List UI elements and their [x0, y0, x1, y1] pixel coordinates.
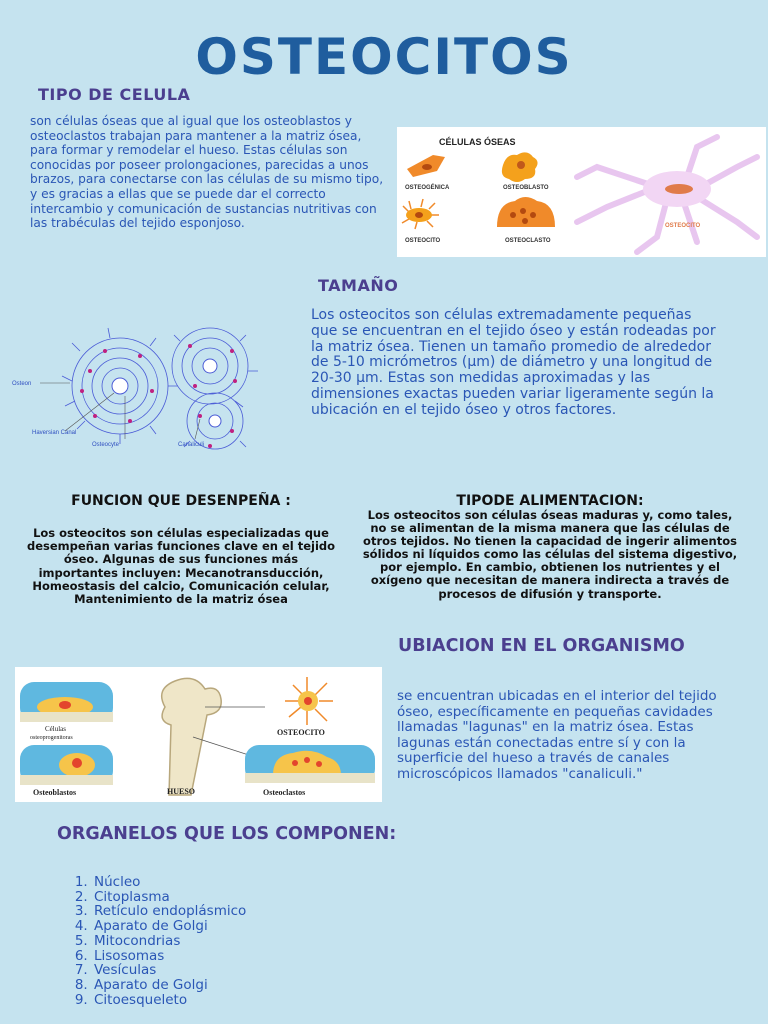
funcion-text: Los osteocitos son células especializadas que desempeñan varias funciones clave en el tejido óseo. Algunas de sus funciones más importantes incluyen: Mecanotransducción, Homeostasis del calcio, Comunicación celular, Mantenimiento de la matriz ósea: [26, 526, 336, 607]
canaliculi-label: Canaliculi: [178, 442, 205, 448]
list-item: 1. Núcleo: [92, 875, 246, 890]
page-title: OSTEOCITOS: [195, 28, 573, 86]
progenitor-label-1: Células: [45, 725, 66, 733]
bone-icon: [162, 678, 222, 795]
bone-cells-figure-title: CÉLULAS ÓSEAS: [439, 137, 516, 147]
list-item: 9. Citoesqueleto: [92, 993, 246, 1008]
ubicacion-heading: UBIACION EN EL ORGANISMO: [398, 636, 685, 656]
list-item: 2. Citoplasma: [92, 890, 246, 905]
list-item: 8. Aparato de Golgi: [92, 978, 246, 993]
tipo-text: son células óseas que al igual que los osteoblastos y osteoclastos trabajan para mantener a la matriz ósea, para formar y remodelar el hueso. Estas células son conocidas por poseer prolongaciones, parecidas a unos brazos, para conectarse con las células de su mismo tipo, y es gracias a ellas que se puede dar el correcto intercambio y comunicación de sustancias nutritivas con las trabéculas del tejido esponjoso.: [30, 114, 384, 231]
osteon-drawing: [62, 328, 258, 449]
haversian-label: Haversian Canal: [32, 430, 77, 436]
tamano-heading: TAMAÑO: [318, 276, 399, 295]
osteocyte-label: Osteocyte: [92, 442, 120, 448]
organelos-list: [70, 875, 246, 1007]
osteocyte-large-label: OSTEOCITO: [665, 223, 701, 229]
bone-label: HUESO: [167, 787, 196, 796]
osteoclast-label: OSTEOCLASTO: [505, 238, 551, 244]
osteogenic-label: OSTEOGÉNICA: [405, 185, 450, 191]
osteoclasts-label: Osteoclastos: [263, 788, 306, 797]
osteocyte-small-label: OSTEOCITO: [405, 238, 441, 244]
alimentacion-heading: TIPODE ALIMENTACION:: [456, 493, 644, 509]
tipo-heading: TIPO DE CELULA: [38, 85, 191, 104]
list-item: 6. Lisosomas: [92, 949, 246, 964]
ubicacion-text: se encuentran ubicadas en el interior del tejido óseo, específicamente en pequeñas cavidades llamadas "lagunas" en la matriz ósea. Estas lagunas están conectadas entre sí y con la superficie del hueso a través de canales microscópicos llamados "canaliculi.": [397, 688, 717, 782]
osteon-label: Osteon: [12, 381, 32, 387]
osteocyte-label-right: OSTEOCITO: [277, 728, 325, 737]
list-item: 7. Vesículas: [92, 963, 246, 978]
osteon-figure: [10, 321, 292, 471]
alimentacion-text: Los osteocitos son células óseas maduras y, como tales, no se alimentan de la misma manera que las células de otros tejidos. No tienen la capacidad de ingerir alimentos sólidos ni líquidos como las células del sistema digestivo, por ejemplo. En cambio, obtienen los nutrientes y el oxígeno que necesitan de manera indirecta a través de procesos de difusión y transporte.: [362, 508, 738, 601]
list-item: 3. Retículo endoplásmico: [92, 904, 246, 919]
osteoblast-label: OSTEOBLASTO: [503, 185, 549, 191]
funcion-heading: FUNCION QUE DESENPEÑA :: [71, 493, 291, 509]
osteoblasts-label: Osteoblastos: [33, 788, 77, 797]
progenitor-label-2: osteoprogenitoras: [30, 735, 73, 741]
bone-cells-figure: [397, 127, 766, 257]
list-item: 5. Mitocondrias: [92, 934, 246, 949]
bone-figure: [15, 667, 382, 802]
organelos-heading: ORGANELOS QUE LOS COMPONEN:: [57, 824, 397, 844]
list-item: 4. Aparato de Golgi: [92, 919, 246, 934]
tamano-text: Los osteocitos son células extremadamente pequeñas que se encuentran en el tejido óseo y están rodeadas por la matriz ósea. Tienen un tamaño promedio de alrededor de 5-10 micrómetros (µm) de diámetro y una longitud de 20-30 µm. Estas son medidas aproximadas y las dimensiones exactas pueden variar ligeramente según la ubicación en el tejido óseo y otros factores.: [311, 307, 716, 418]
